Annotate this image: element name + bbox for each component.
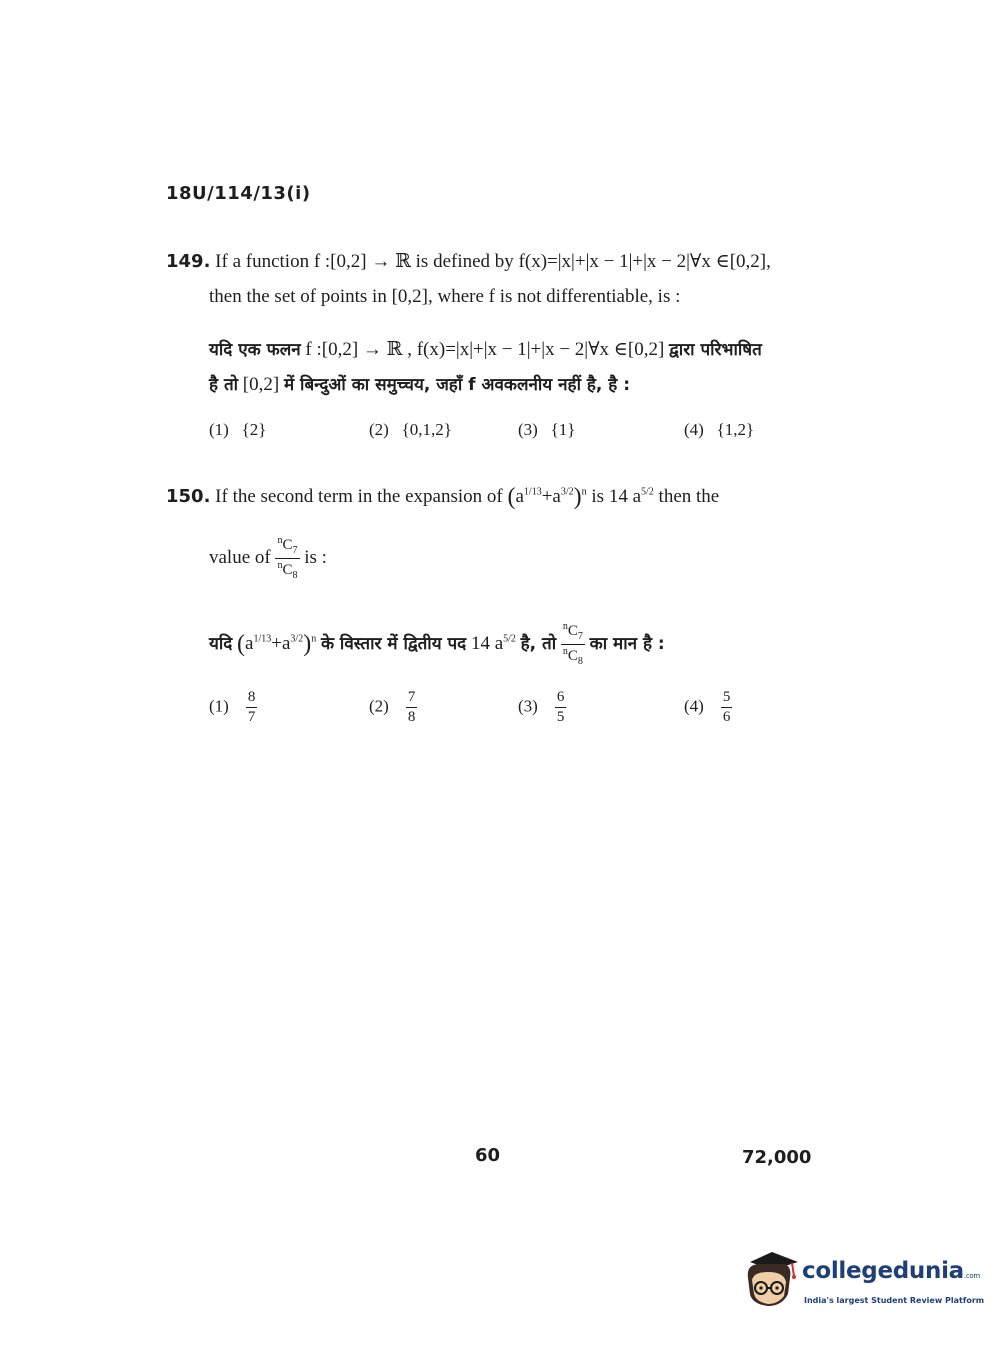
option-label: (2) [369, 420, 389, 439]
q150-en-text-b: is 14 [591, 486, 628, 507]
option-label: (4) [684, 696, 704, 716]
q150-hi-binomial-ratio: $\frac{^nC_7}{^nC_8}$ [562, 621, 583, 667]
option-fraction: $\frac{5}{6}$ [722, 689, 731, 725]
q150-option-1 [209, 690, 257, 725]
q150-binomial-ratio: $\frac{^nC_7}{^nC_8}$ [277, 535, 298, 581]
q149-option-2 [369, 420, 452, 440]
q150-option-4 [684, 690, 732, 725]
q149-number: 149. [166, 251, 211, 272]
q150-hi-term: 14 $a^{5/2}$ [470, 632, 516, 654]
q150-hi-text-b: के विस्तार में द्वितीय पद [320, 633, 467, 654]
option-label: (2) [369, 696, 389, 716]
option-value: {0,1,2} [401, 420, 452, 439]
collegedunia-watermark [742, 1250, 985, 1310]
watermark-tagline: India's largest Student Review Platform [804, 1296, 985, 1305]
q150-en-text-e: is : [304, 546, 327, 568]
page-number: 60 [475, 1145, 501, 1166]
option-label: (3) [518, 696, 538, 716]
q149-hi-math: f :[0,2] → ℝ , f(x)=|x|+|x − 1|+|x − 2|∀x ∈[0,2] [305, 339, 665, 360]
option-value: {1} [550, 420, 576, 439]
q149-hi-interval: [0,2] [242, 374, 280, 395]
q149-en-def: f(x)=|x|+|x − 1|+|x − 2|∀x ∈[0,2], [518, 251, 771, 272]
q150-hi-text-c: है, तो [520, 633, 557, 654]
option-value: {2} [241, 420, 267, 439]
q149-hindi-line-2 [209, 372, 630, 396]
option-fraction: $\frac{6}{5}$ [556, 689, 565, 725]
q150-hi-text-d: का मान है : [589, 633, 665, 654]
q150-en-text-c: then the [658, 486, 720, 507]
mascot-face-icon [742, 1250, 800, 1312]
q149-hi-text-d: में बिन्दुओं का समुच्चय, जहाँ f अवकलनीय नहीं है, है : [283, 375, 631, 395]
q149-hindi-line-1 [209, 337, 762, 361]
q149-option-4 [684, 420, 754, 440]
q149-hi-text-b: द्वारा परिभाषित [669, 340, 762, 360]
q149-english-line-1 [166, 250, 771, 273]
print-count: 72,000 [742, 1147, 812, 1168]
q149-en-text-a: If a function [215, 251, 310, 272]
q150-hindi-line [209, 622, 665, 667]
q150-en-text-d: value of [209, 546, 271, 568]
option-label: (1) [209, 696, 229, 716]
q150-hi-binomial: $(a^{1/13}+a^{3/2})^n$ [237, 630, 317, 657]
option-label: (1) [209, 420, 229, 439]
option-fraction: $\frac{8}{7}$ [247, 689, 256, 725]
q149-hi-text-a: यदि एक फलन [209, 340, 301, 360]
q150-option-3 [518, 690, 566, 725]
option-fraction: $\frac{7}{8}$ [407, 689, 416, 725]
q150-term: $a^{5/2}$ [632, 486, 654, 507]
q150-english-line-2 [209, 536, 327, 581]
q149-en-map: f :[0,2] → ℝ [313, 251, 411, 272]
q149-en-text-b: is defined by [415, 251, 514, 272]
watermark-brand-suffix: .com [963, 1272, 980, 1280]
option-value: {1,2} [716, 420, 755, 439]
q149-hi-text-c: है तो [209, 375, 239, 395]
q150-en-text-a: If the second term in the expansion of [215, 486, 503, 507]
q150-option-2 [369, 690, 417, 725]
option-label: (3) [518, 420, 538, 439]
q150-hi-text-a: यदि [209, 633, 233, 654]
q149-english-line-2: then the set of points in [0,2], where f is not differentiable, is : [209, 286, 681, 307]
q149-option-1 [209, 420, 266, 440]
watermark-brand: collegedunia.com [802, 1258, 980, 1284]
q150-english-line-1 [166, 484, 719, 511]
paper-code: 18U/114/13(i) [166, 183, 311, 204]
option-label: (4) [684, 420, 704, 439]
q149-option-3 [518, 420, 575, 440]
q150-binomial: $(a^{1/13}+a^{3/2})^n$ [507, 484, 587, 510]
q150-number: 150. [166, 486, 211, 507]
